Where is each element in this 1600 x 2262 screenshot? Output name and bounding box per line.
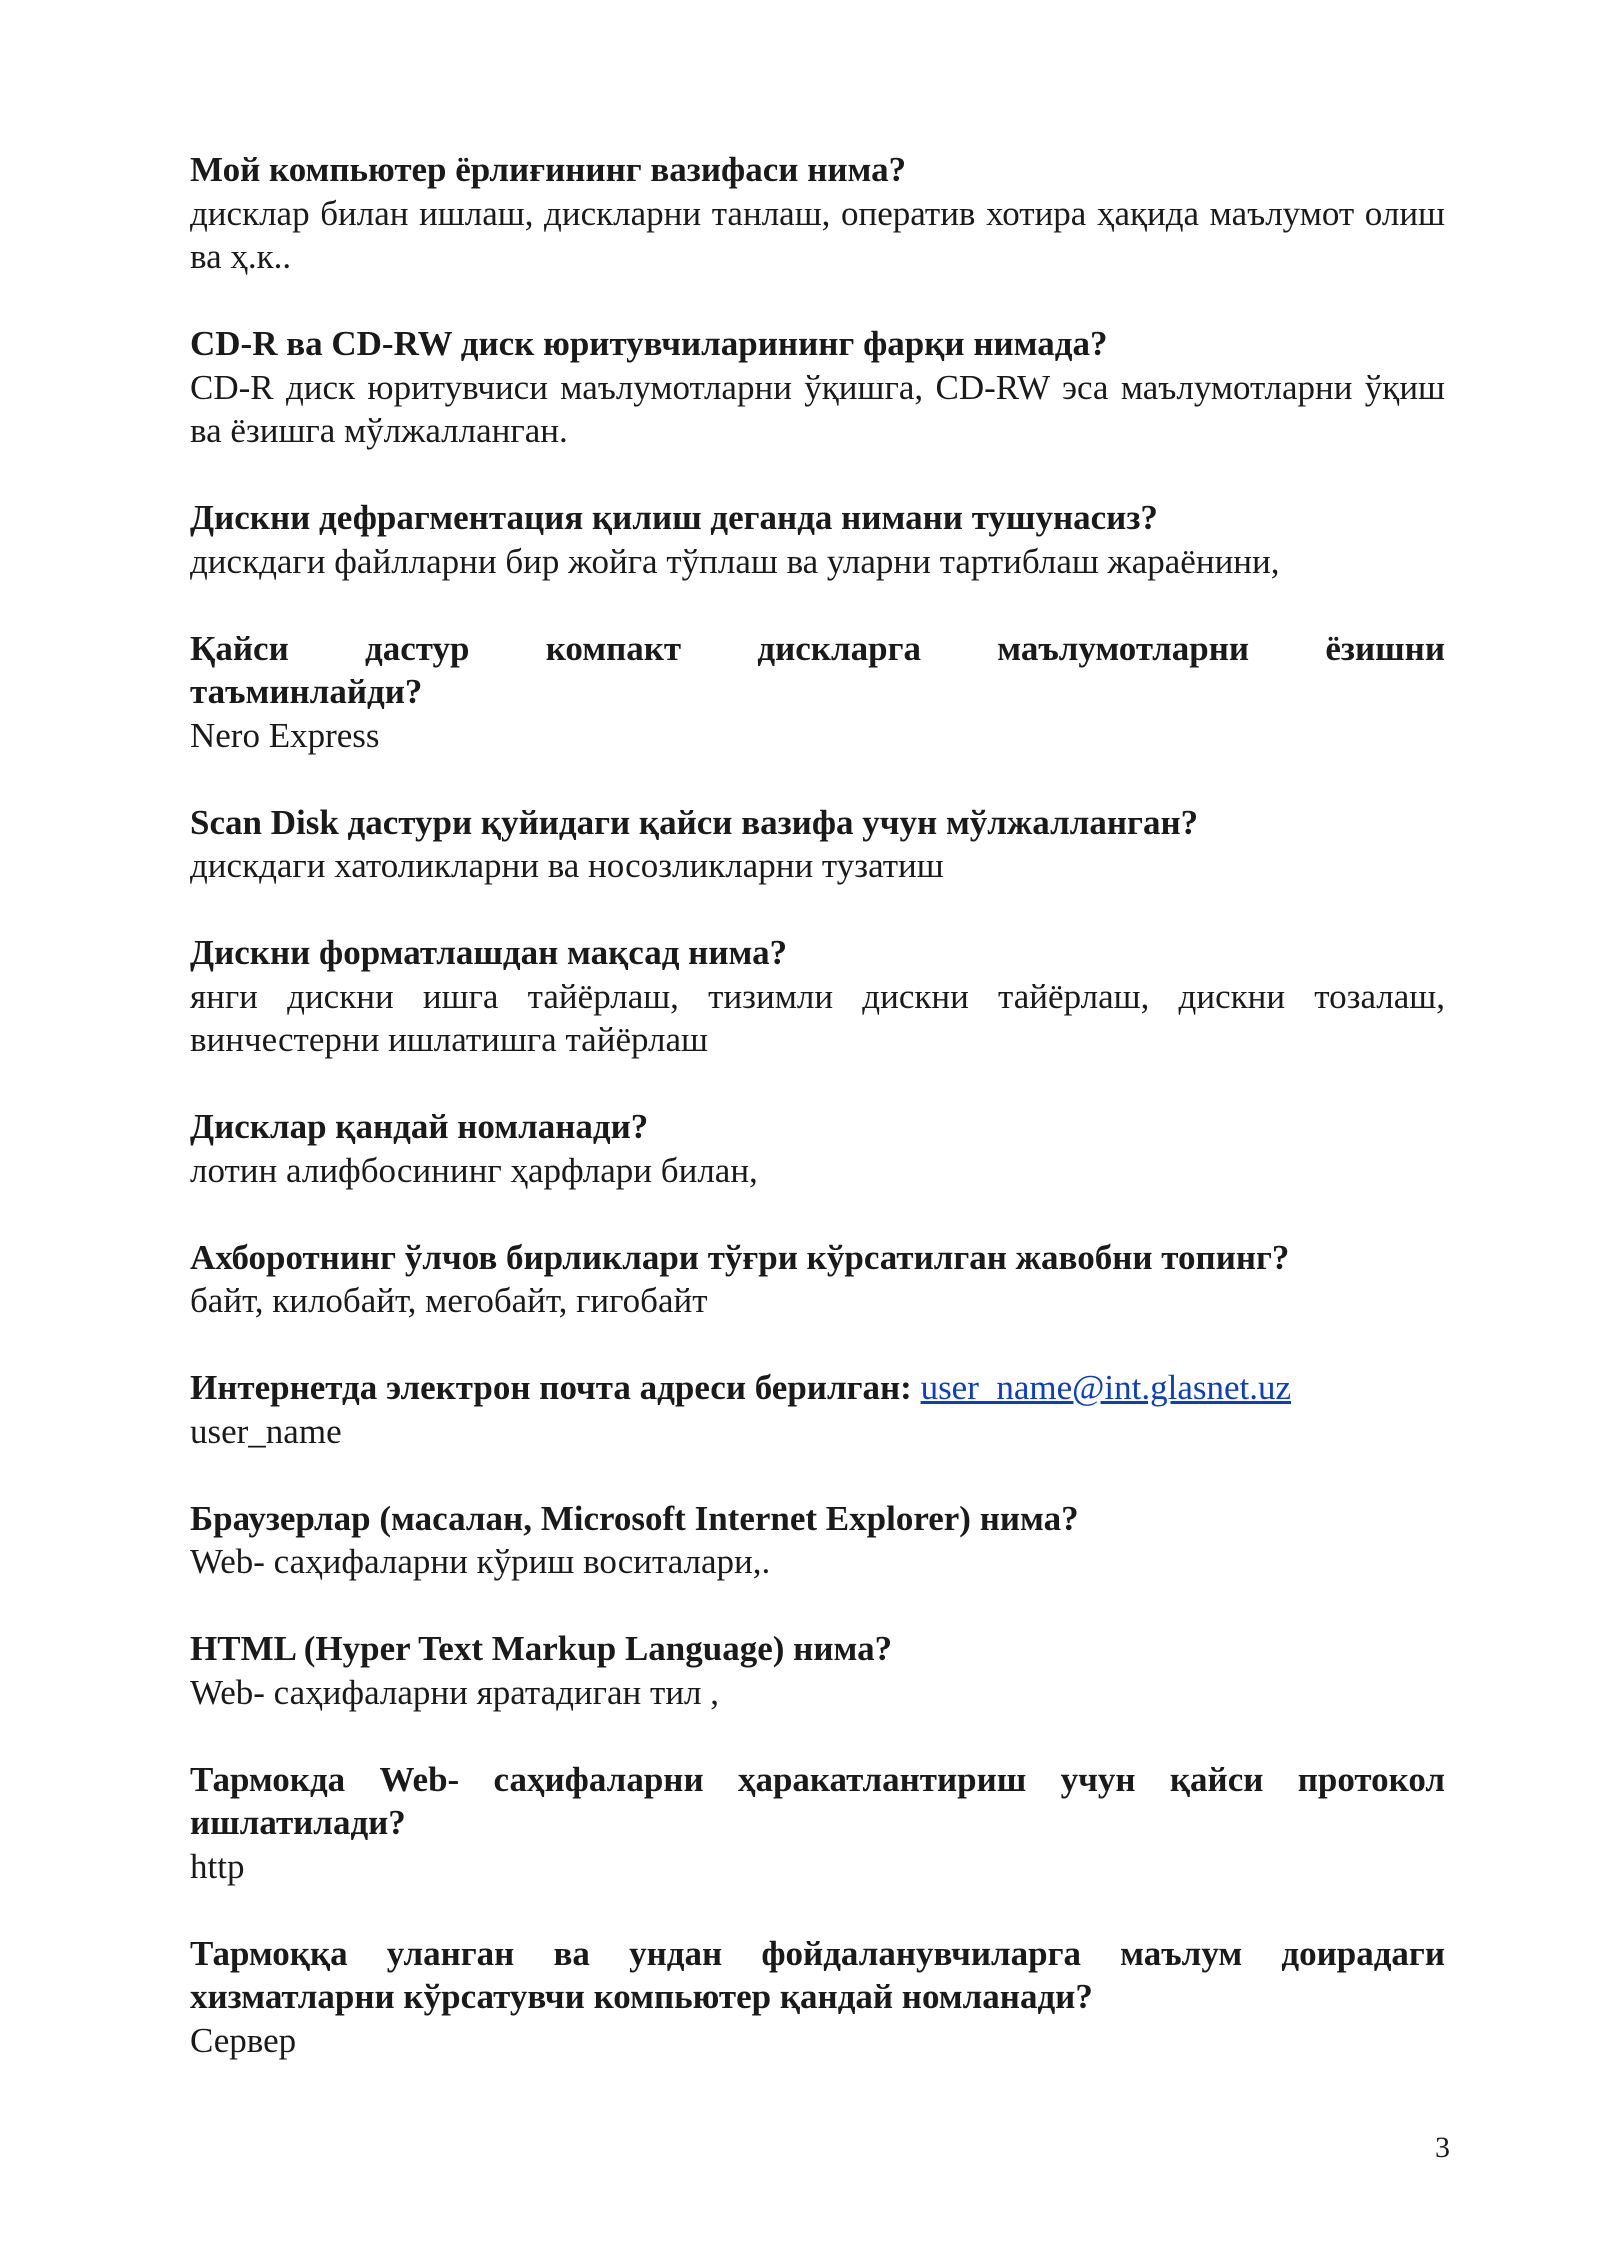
answer-text: http (190, 1846, 245, 1886)
qa-item (190, 627, 1445, 758)
qa-item (190, 1236, 1445, 1323)
question-text: CD-R ва CD-RW диск юритувчиларининг фарқи нимада? (190, 324, 1108, 363)
answer-text: Web- саҳифаларни яратадиган тил , (190, 1672, 720, 1712)
question-line: таъминлайди? (190, 672, 423, 711)
question-line: Қайси дастур компакт дискларга маълумотларни ёзишни (190, 628, 1445, 668)
question-label: Интернетда электрон почта адреси берилган: (190, 1368, 912, 1407)
question-text: HTML (Hyper Text Markup Language) нима? (190, 1629, 893, 1668)
answer-text: Nero Express (190, 715, 380, 755)
qa-item (190, 496, 1445, 583)
question-text: Дисклар қандай номланади? (190, 1107, 649, 1146)
answer-text: лотин алифбосининг ҳарфлари билан, (190, 1150, 758, 1190)
qa-item (190, 1758, 1445, 1889)
qa-item (190, 931, 1445, 1062)
qa-item (190, 1105, 1445, 1192)
answer-text: дискдаги хатоликларни ва носозликларни тузатиш (190, 846, 944, 885)
question-text: Дискни форматлашдан мақсад нима? (190, 933, 788, 972)
qa-item (190, 1497, 1445, 1584)
question-text: Тармокда Web- саҳифаларни ҳаракатлантириш учун қайси протокол ишлатилади? (190, 1759, 1445, 1842)
question-text (190, 627, 1445, 714)
question-text: Scan Disk дастури қуйидаги қайси вазифа учун мўлжалланган? (190, 802, 1199, 842)
question-text (190, 1366, 1445, 1410)
answer-text: CD-R диск юритувчиси маълумотларни ўқишга, CD-RW эса маълумотларни ўқиш ва ёзишга мўлжалланган. (190, 367, 1445, 450)
qa-item (190, 801, 1445, 888)
answer-text: user_name (190, 1411, 342, 1451)
answer-text: дисклар билан ишлаш, дискларни танлаш, оператив хотира ҳақида маълумот олиш ва ҳ.к.. (190, 193, 1445, 276)
document-body (190, 148, 1445, 2106)
qa-item (190, 322, 1445, 453)
qa-item (190, 1932, 1445, 2063)
email-link[interactable]: user_name@int.glasnet.uz (920, 1368, 1292, 1407)
question-text: Браузерлар (масалан, Microsoft Internet Explorer) нима? (190, 1498, 1079, 1538)
qa-item (190, 148, 1445, 279)
question-text: Мой компьютер ёрлиғининг вазифаси нима? (190, 150, 907, 189)
question-text: Дискни дефрагментация қилиш деганда нимани тушунасиз? (190, 498, 1158, 537)
answer-text: Web- саҳифаларни кўриш воситалари,. (190, 1542, 771, 1581)
answer-text: дискдаги файлларни бир жойга тўплаш ва уларни тартиблаш жараёнини, (190, 541, 1280, 581)
question-text: Ахборотнинг ўлчов бирликлари тўғри кўрсатилган жавобни топинг? (190, 1237, 1290, 1277)
qa-item (190, 1627, 1445, 1714)
qa-item (190, 1366, 1445, 1453)
answer-text: байт, килобайт, мегобайт, гигобайт (190, 1281, 708, 1320)
answer-text: янги дискни ишга тайёрлаш, тизимли дискни тайёрлаш, дискни тозалаш, винчестерни ишлатишга тайёрлаш (190, 976, 1445, 1059)
question-text: Тармоққа уланган ва ундан фойдаланувчиларга маълум доирадаги хизматларни кўрсатувчи компьютер қандай номланади? (190, 1933, 1445, 2016)
page-number: 3 (1435, 2131, 1450, 2164)
answer-text: Сервер (190, 2020, 297, 2060)
